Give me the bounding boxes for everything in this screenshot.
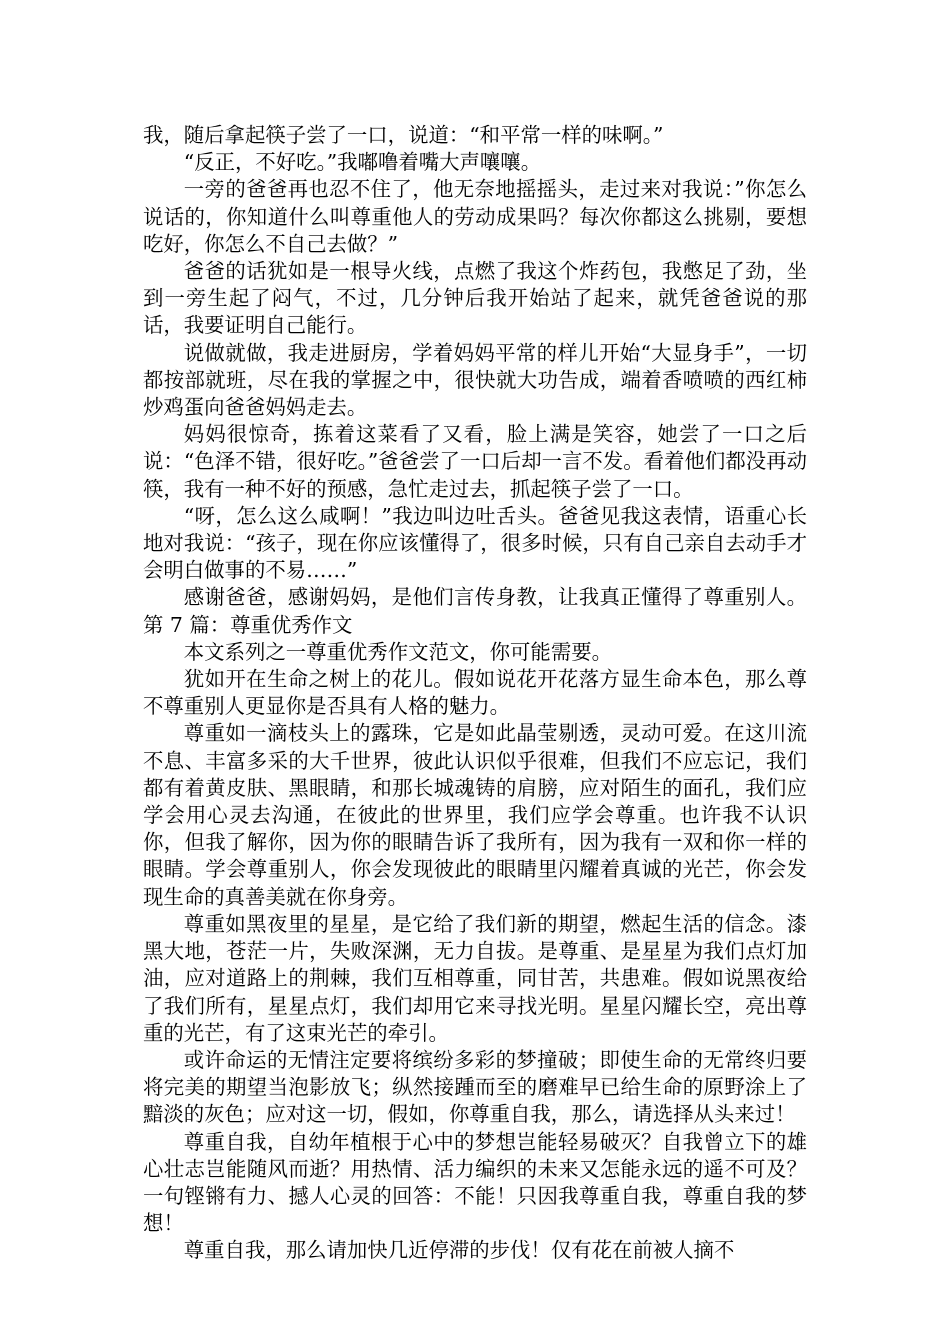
- paragraph-5: 说做就做，我走进厨房，学着妈妈平常的样儿开始“大显身手”，一切都按部就班，尽在我的掌握之中，很快就大功告成，端着香喷喷的西红柿炒鸡蛋向爸爸妈妈走去。: [143, 340, 807, 420]
- paragraph-4: 爸爸的话犹如是一根导火线，点燃了我这个炸药包，我憋足了劲，坐到一旁生起了闷气，不过，几分钟后我开始站了起来，就凭爸爸说的那话，我要证明自己能行。: [143, 259, 807, 338]
- paragraph-6: 妈妈很惊奇，拣着这菜看了又看，脸上满是笑容，她尝了一口之后说：“色泽不错，很好吃。”爸爸尝了一口后却一言不发。看着他们都没再动筷，我有一种不好的预感，急忙走过去，抓起筷子尝了一口。: [143, 422, 807, 501]
- paragraph-10: 犹如开在生命之树上的花儿。假如说花开花落方显生命本色，那么尊不尊重别人更显你是否具有人格的魅力。: [143, 667, 807, 719]
- paragraph-13: 或许命运的无情注定要将缤纷多彩的梦撞破；即使生命的无常终归要将完美的期望当泡影放飞；纵然接踵而至的磨难早已给生命的原野涂上了黯淡的灰色；应对这一切，假如，你尊重自我，那么，请选择从头来过！: [143, 1047, 807, 1127]
- paragraph-15: 尊重自我，那么请加快几近停滞的步伐！仅有花在前被人摘不: [183, 1238, 735, 1263]
- paragraph-11: 尊重如一滴枝头上的露珠，它是如此晶莹剔透，灵动可爱。在这川流不息、丰富多采的大千世界，彼此认识似乎很难，但我们不应忘记，我们都有着黄皮肤、黑眼睛，和那长城魂铸的肩膀，应对陌生的面孔，我们应学会用心灵去沟通，在彼此的世界里，我们应学会尊重。也许我不认识你，但我了解你，因为你的眼睛告诉了我所有，因为我有一双和你一样的眼睛。学会尊重别人，你会发现彼此的眼睛里闪耀着真诚的光芒，你会发现生命的真善美就在你身旁。: [143, 721, 807, 909]
- paragraph-2: “反正，不好吃。”我嘟噜着嘴大声嚷嚷。: [183, 150, 542, 175]
- paragraph-3: 一旁的爸爸再也忍不住了，他无奈地摇摇头，走过来对我说：”你怎么说话的，你知道什么叫尊重他人的劳动成果吗？每次你都这么挑剔，要想吃好，你怎么不自己去做？”: [143, 177, 807, 256]
- paragraph-7: “呀，怎么这么咸啊！”我边叫边吐舌头。爸爸见我这表情，语重心长地对我说：“孩子，现在你应该懂得了，很多时候，只有自己亲自去动手才会明白做事的不易……”: [143, 503, 807, 583]
- paragraph-8: 感谢爸爸，感谢妈妈，是他们言传身教，让我真正懂得了尊重别人。第 7 篇：尊重优秀作文: [143, 585, 807, 637]
- paragraph-1: 我，随后拿起筷子尝了一口，说道：“和平常一样的味啊。”: [143, 123, 664, 147]
- paragraph-12: 尊重如黑夜里的星星，是它给了我们新的期望，燃起生活的信念。漆黑大地，苍茫一片，失败深渊，无力自拔。是尊重、是星星为我们点灯加油，应对道路上的荆棘，我们互相尊重，同甘苦，共患难。假如说黑夜给了我们所有，星星点灯，我们却用它来寻找光明。星星闪耀长空，亮出尊重的光芒，有了这束光芒的牵引。: [143, 911, 807, 1045]
- document-body: [143, 122, 807, 1265]
- paragraph-9: 本文系列之一尊重优秀作文范文，你可能需要。: [183, 639, 612, 664]
- paragraph-14: 尊重自我，自幼年植根于心中的梦想岂能轻易破灭？自我曾立下的雄心壮志岂能随风而逝？用热情、活力编织的未来又怎能永远的遥不可及？一句铿锵有力、撼人心灵的回答：不能！只因我尊重自我，尊重自我的梦想！: [143, 1129, 807, 1236]
